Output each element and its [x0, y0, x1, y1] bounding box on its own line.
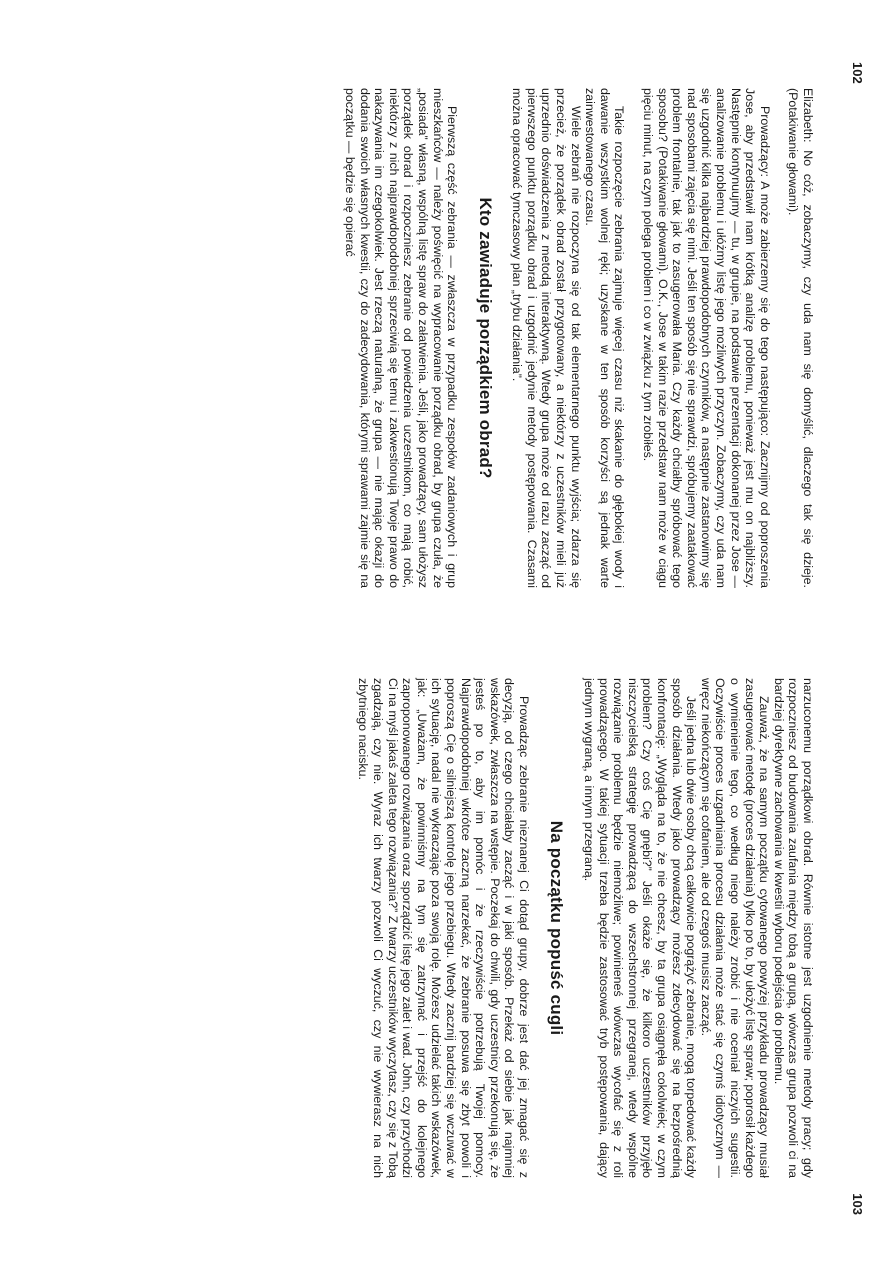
left-page: [0, 0, 893, 630]
left-page-text: [342, 88, 815, 588]
paragraph-zauwaz: Zauważ, że na samym początku cytowanego powyżej przykładu prowadzący musiał zasugerować metodę (proces działania) tylko po to, by ułożyć listę spraw; poprosił każdego o wymienienie tego, co według niego należy zrobić i nie oceniał niczyich sugestii. Oczywiście proces uzgadniania procesu działania może stać się czymś idiotycznym — wręcz niekończącym się cofaniem, ale od czegoś musisz zacząć.: [698, 678, 772, 1179]
page-number-left: 102: [850, 62, 865, 84]
paragraph-wiele-zebran: Wiele zebrań nie rozpoczyna się od tak elementarnego punktu wyjścia; zdarza się przecież, że porządek obrad został przygotowany, a niektórzy z uczestników mieli już uprzednio doświadczenia z metodą interaktywną. Wtedy grupa może od razu zacząć od pierwszego punktu porządku obrad i uzgodnić jedynie metody postępowania. Czasami można opracować tymczasowy plan „trybu działania”.: [510, 88, 583, 588]
right-page-text: [356, 678, 815, 1178]
paragraph-takie-rozpoczecie: Takie rozpoczęcie zebrania zajmuje więcej czasu niż skakanie do głębokiej wody i dawanie wszystkim wolnej ręki; uzyskane w ten sposób korzyści są jednak warte zainwestowanego czasu.: [583, 88, 627, 588]
paragraph-narzuconemu: narzuconemu porządkowi obrad. Równie istotne jest uzgodnienie metody pracy; gdy rozpoczniesz od budowania zaufania między tobą a grupą, wówczas grupa pozwoli ci na bardziej dyrektywne zachowania w kwestii wyboru podejścia do problemu.: [771, 678, 815, 1178]
paragraph-elizabeth: Elizabeth: No cóż, zobaczymy, czy uda nam się domyślić, dlaczego tak się dzieje. (Potakiwanie głowami).: [786, 88, 815, 588]
right-page: [0, 632, 893, 1263]
section-heading-left: Kto zawiaduje porządkiem obrad?: [475, 197, 495, 479]
section-heading-right: Na początku popuść cugli: [547, 820, 567, 1036]
paragraph-prowadzacy: Prowadzący: A może zabierzemy się do tego następująco: Zacznijmy od poproszenia Jose, aby przedstawił nam krótką analizę problemu, ponieważ jest mu on najbliższy. Następnie kontynuujmy — tu, w grupie, na podstawie prezentacji dokonanej przez Jose — analizowanie problemu i ułóżmy listę jego możliwych przyczyn. Zobaczymy, czy uda nam się uzgodnić kilka najbardziej prawdopodobnych czynników, a następnie zastanowimy się nad sposobami zajęcia się nimi. Jeśli ten sposób się nie sprawdzi, spróbujemy zaatakować problem frontalnie, tak jak to zasugerowała Maria. Czy każdy chciałby spróbować tego sposobu? (Potakiwanie głowami). O.K., Jose w takim razie przedstaw nam może w ciągu pięciu minut, na czym polega problem i co w związku z tym zrobiłeś.: [641, 88, 772, 588]
page-number-right: 103: [850, 1193, 865, 1215]
paragraph-jesli-jedna: Jeśli jedna lub dwie osoby chcą całkowicie pogrążyć zebranie, mogą torpedować każdy sposób działania. Wtedy jako prowadzący możesz zdecydować się na bezpośrednią konfrontację: „Wygląda na to, że nie chcesz, by ta grupa osiągnęła cokolwiek; w czym problem? Czy coś Cię gnębi?” Jeśli okaże się, że kilkoro uczestników przyjęło niszczycielską strategię prowadzącą do wszechstronnej przegranej, wtedy wspólne rozwiązanie problemu będzie niemożliwe; powinieneś wówczas wycofać się z roli prowadzącego. W takiej sytuacji trzeba będzie zastosować tryb postępowania, dający jednym wygraną, a innym przegraną.: [582, 678, 699, 1178]
paragraph-pierwsza-czesc: Pierwszą część zebrania — zwłaszcza w przypadku zespołów zadaniowych i grup mieszkańców — należy poświęcić na wypracowanie porządku obrad, by grupa czuła, że „posiada” własną, wspólną listę spraw do załatwienia. Jeśli, jako prowadzący, sam ułożysz porządek obrad i rozpoczniesz zebranie od powiedzenia uczestnikom, co mają robić, niektórzy z nich najprawdopodobniej sprzeciwią się temu i zakwestionują Twoje prawo do nakazywania im czegokolwiek. Jest rzeczą naturalną, że grupa — nie mając okazji do dodania swoich własnych kwestii, czy do zadecydowania, którymi sprawami zajmie się na początku — będzie się opierać: [342, 88, 460, 588]
paragraph-prowadzac-zebranie: Prowadząc zebranie nieznanej Ci dotąd grupy, dobrze jest dać jej zmagać się z decyzją, od czego chciałaby zacząć i w jaki sposób. Przekaż od siebie jak najmniej wskazówek, zwłaszcza na wstępie. Poczekaj do chwili, gdy uczestnicy przekonują się, że jesteś po to, aby im pomóc i że rzeczywiście potrzebują Twojej pomocy. Najprawdopodobniej wkrótce zaczną narzekać, że zebranie posuwa się zbyt powoli i poproszą Cię o silniejszą kontrolę jego przebiegu. Wtedy zacznij bardziej się wczuwać w ich sytuację, nadal nie wykraczając poza swoją rolę. Możesz udzielać takich wskazówek, jak: „Uważam, że powinniśmy na tym się zatrzymać i przejść do kolejnego zaproponowanego rozwiązania oraz sporządzić listę jego zalet i wad. John, czy przychodzi Ci na myśl jakaś zaleta tego rozwiązania?” Z twarzy uczestników wyczytasz, czy się z Tobą zgadzają, czy nie. Wyraz ich twarzy pozwoli Ci wyczuć, czy nie wywierasz na nich zbytniego nacisku.: [356, 678, 531, 1178]
